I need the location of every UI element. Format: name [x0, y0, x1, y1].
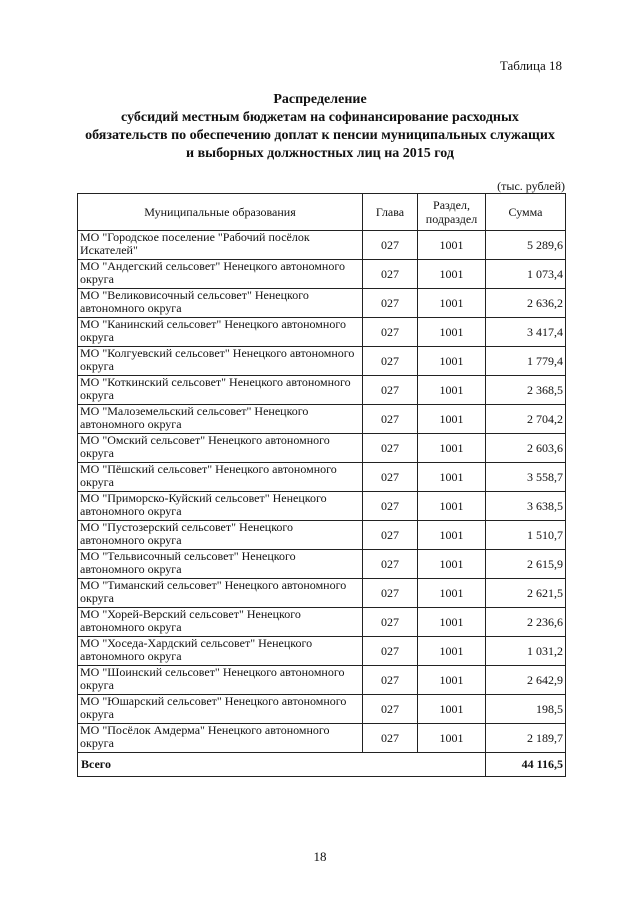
razdel-cell: 1001 [418, 666, 486, 695]
table-row [78, 637, 566, 666]
header-municipality: Муниципальные образования [78, 194, 363, 231]
municipality-cell [78, 405, 363, 434]
summa-cell: 5 289,6 [486, 231, 566, 260]
summa-cell: 3 558,7 [486, 463, 566, 492]
municipality-cell [78, 434, 363, 463]
table-row [78, 376, 566, 405]
municipality-line: округа [80, 679, 114, 692]
razdel-cell: 1001 [418, 260, 486, 289]
header-glava: Глава [363, 194, 418, 231]
municipality-cell [78, 521, 363, 550]
municipality-line: МО "Хорей-Верский сельсовет" Ненецкого [80, 608, 301, 621]
glava-cell: 027 [363, 231, 418, 260]
table-row [78, 608, 566, 637]
summa-cell: 2 621,5 [486, 579, 566, 608]
table-body [78, 231, 566, 777]
table-row [78, 231, 566, 260]
glava-cell: 027 [363, 347, 418, 376]
razdel-cell: 1001 [418, 463, 486, 492]
municipality-line: автономного округа [80, 563, 182, 576]
razdel-cell: 1001 [418, 608, 486, 637]
municipality-line: МО "Андегский сельсовет" Ненецкого автономного [80, 260, 345, 273]
summa-cell: 3 638,5 [486, 492, 566, 521]
municipality-line: автономного округа [80, 302, 182, 315]
table-row [78, 695, 566, 724]
glava-cell: 027 [363, 463, 418, 492]
total-summa: 44 116,5 [486, 753, 566, 777]
municipality-cell [78, 463, 363, 492]
municipality-line: МО "Тиманский сельсовет" Ненецкого автономного [80, 579, 347, 592]
municipality-cell [78, 289, 363, 318]
municipality-cell [78, 666, 363, 695]
glava-cell: 027 [363, 550, 418, 579]
table-row [78, 521, 566, 550]
municipality-cell [78, 347, 363, 376]
title-line: обязательств по обеспечению доплат к пенсии муниципальных служащих [85, 128, 555, 143]
municipality-cell [78, 492, 363, 521]
municipality-line: округа [80, 447, 114, 460]
razdel-cell: 1001 [418, 724, 486, 753]
total-label: Всего [78, 753, 486, 777]
title-line: Распределение [273, 92, 367, 107]
glava-cell: 027 [363, 405, 418, 434]
municipality-line: МО "Великовисочный сельсовет" Ненецкого [80, 289, 309, 302]
table-row [78, 724, 566, 753]
municipality-line: округа [80, 273, 114, 286]
municipality-cell [78, 579, 363, 608]
municipality-line: МО "Тельвисочный сельсовет" Ненецкого [80, 550, 296, 563]
municipality-cell [78, 608, 363, 637]
municipality-line: округа [80, 331, 114, 344]
units-label: (тыс. рублей) [497, 179, 565, 193]
razdel-cell: 1001 [418, 695, 486, 724]
municipality-line: округа [80, 476, 114, 489]
municipality-line: МО "Приморско-Куйский сельсовет" Ненецкого [80, 492, 327, 505]
municipality-cell [78, 260, 363, 289]
summa-cell: 2 704,2 [486, 405, 566, 434]
glava-cell: 027 [363, 724, 418, 753]
razdel-cell: 1001 [418, 347, 486, 376]
summa-cell: 2 636,2 [486, 289, 566, 318]
table-row [78, 405, 566, 434]
summa-cell: 2 368,5 [486, 376, 566, 405]
table-row [78, 666, 566, 695]
razdel-cell: 1001 [418, 289, 486, 318]
municipality-line: округа [80, 737, 114, 750]
municipality-line: автономного округа [80, 650, 182, 663]
table-row [78, 289, 566, 318]
summa-cell: 1 073,4 [486, 260, 566, 289]
municipality-line: автономного округа [80, 534, 182, 547]
municipality-cell [78, 550, 363, 579]
municipality-line: МО "Пёшский сельсовет" Ненецкого автономного [80, 463, 337, 476]
summa-cell: 198,5 [486, 695, 566, 724]
summa-cell: 2 603,6 [486, 434, 566, 463]
municipality-cell [78, 695, 363, 724]
glava-cell: 027 [363, 579, 418, 608]
glava-cell: 027 [363, 434, 418, 463]
glava-cell: 027 [363, 289, 418, 318]
table-header-row [78, 194, 566, 231]
municipality-cell [78, 376, 363, 405]
municipality-line: МО "Хоседа-Хардский сельсовет" Ненецкого [80, 637, 313, 650]
razdel-cell: 1001 [418, 521, 486, 550]
razdel-cell: 1001 [418, 492, 486, 521]
summa-cell: 2 189,7 [486, 724, 566, 753]
municipality-line: МО "Юшарский сельсовет" Ненецкого автономного [80, 695, 347, 708]
summa-cell: 2 615,9 [486, 550, 566, 579]
municipality-line: МО "Коткинский сельсовет" Ненецкого автономного [80, 376, 351, 389]
glava-cell: 027 [363, 260, 418, 289]
header-razdel-line1: Раздел, [433, 198, 470, 212]
glava-cell: 027 [363, 521, 418, 550]
municipality-cell [78, 231, 363, 260]
table-row [78, 579, 566, 608]
razdel-cell: 1001 [418, 231, 486, 260]
municipality-cell [78, 637, 363, 666]
municipality-line: МО "Посёлок Амдерма" Ненецкого автономного [80, 724, 330, 737]
summa-cell: 1 779,4 [486, 347, 566, 376]
glava-cell: 027 [363, 492, 418, 521]
table-row [78, 434, 566, 463]
summa-cell: 2 236,6 [486, 608, 566, 637]
summa-cell: 3 417,4 [486, 318, 566, 347]
title-line: и выборных должностных лиц на 2015 год [186, 146, 454, 161]
summa-cell: 1 031,2 [486, 637, 566, 666]
municipality-line: округа [80, 360, 114, 373]
municipality-cell [78, 318, 363, 347]
header-razdel-line2: подраздел [425, 212, 478, 226]
table-row [78, 492, 566, 521]
table-number-label: Таблица 18 [499, 58, 562, 73]
header-razdel [418, 194, 486, 231]
razdel-cell: 1001 [418, 405, 486, 434]
total-row [78, 753, 566, 777]
summa-cell: 1 510,7 [486, 521, 566, 550]
header-summa: Сумма [486, 194, 566, 231]
municipality-line: автономного округа [80, 505, 182, 518]
municipality-line: автономного округа [80, 418, 182, 431]
summa-cell: 2 642,9 [486, 666, 566, 695]
table-row [78, 260, 566, 289]
municipality-line: Искателей" [80, 244, 138, 257]
municipality-line: МО "Пустозерский сельсовет" Ненецкого [80, 521, 294, 534]
glava-cell: 027 [363, 608, 418, 637]
razdel-cell: 1001 [418, 579, 486, 608]
document-title [60, 91, 580, 163]
municipality-line: округа [80, 389, 114, 402]
page-number: 18 [313, 849, 327, 864]
municipality-line: округа [80, 592, 114, 605]
razdel-cell: 1001 [418, 434, 486, 463]
table-row [78, 463, 566, 492]
table-row [78, 347, 566, 376]
municipality-line: МО "Городское поселение "Рабочий посёлок [80, 231, 310, 244]
razdel-cell: 1001 [418, 376, 486, 405]
municipality-line: округа [80, 708, 114, 721]
municipality-cell [78, 724, 363, 753]
municipality-line: МО "Колгуевский сельсовет" Ненецкого автономного [80, 347, 355, 360]
subsidy-table [77, 193, 566, 777]
glava-cell: 027 [363, 637, 418, 666]
razdel-cell: 1001 [418, 637, 486, 666]
municipality-line: МО "Шоинский сельсовет" Ненецкого автономного [80, 666, 345, 679]
glava-cell: 027 [363, 695, 418, 724]
table-row [78, 318, 566, 347]
municipality-line: МО "Малоземельский сельсовет" Ненецкого [80, 405, 309, 418]
municipality-line: МО "Канинский сельсовет" Ненецкого автономного [80, 318, 346, 331]
glava-cell: 027 [363, 318, 418, 347]
municipality-line: автономного округа [80, 621, 182, 634]
municipality-line: МО "Омский сельсовет" Ненецкого автономного [80, 434, 330, 447]
razdel-cell: 1001 [418, 318, 486, 347]
razdel-cell: 1001 [418, 550, 486, 579]
glava-cell: 027 [363, 666, 418, 695]
glava-cell: 027 [363, 376, 418, 405]
table-row [78, 550, 566, 579]
title-line: субсидий местным бюджетам на софинансирование расходных [121, 110, 519, 125]
